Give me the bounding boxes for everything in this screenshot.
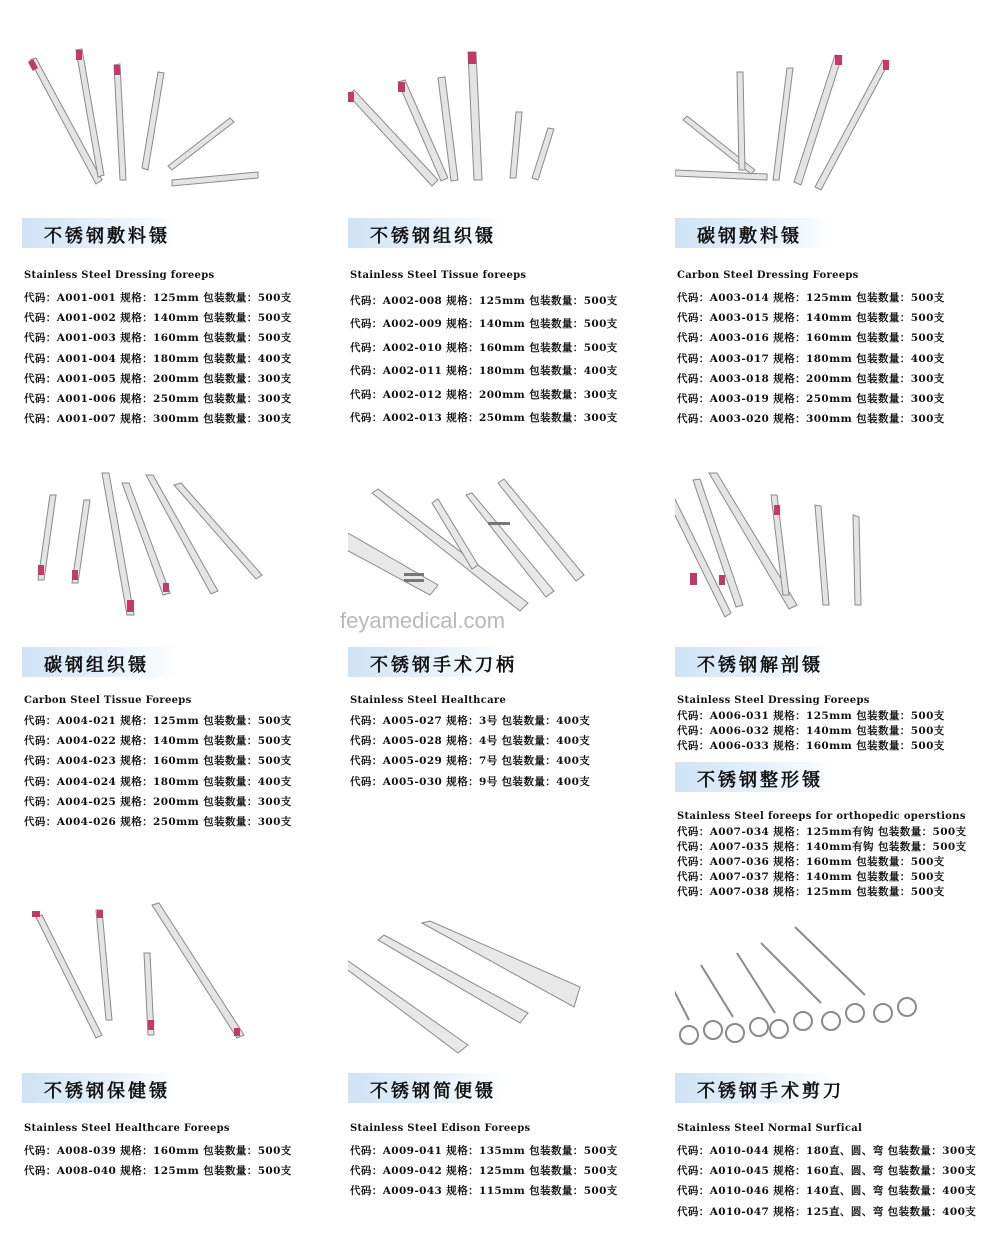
product-title: 碳钢组织镊 [44,655,149,676]
edison-forceps-image [348,895,668,1060]
spec-row: 代码：A009-043 规格：115mm 包装数量：500支 [350,1185,618,1198]
spec-list [24,288,292,429]
spec-list [350,711,590,792]
spec-row: 代码：A002-010 规格：160mm 包装数量：500支 [350,341,618,354]
product-title: 不锈钢手术剪刀 [697,1081,844,1102]
product-section-a001 [22,40,342,440]
dressing-forceps-image [22,40,342,200]
product-title-banner [675,218,835,248]
product-section-a010 [675,895,995,1218]
carbon-tissue-forceps-image [22,465,342,625]
spec-row: 代码：A006-032 规格：140mm 包装数量：500支 [677,725,945,737]
product-section-a005 [340,465,668,845]
tissue-forceps-image [348,40,668,200]
spec-list [677,825,967,900]
product-title-banner [675,762,835,792]
spec-row: 代码：A007-037 规格：140mm 包装数量：500支 [677,871,945,883]
product-section-a002 [348,40,668,440]
product-subtitle: Carbon Steel Tissue Foreeps [24,695,192,706]
product-title-banner [22,218,182,248]
spec-row: 代码：A004-023 规格：160mm 包装数量：500支 [24,755,292,768]
product-title: 不锈钢解剖镊 [697,655,823,676]
spec-row: 代码：A003-017 规格：180mm 包装数量：400支 [677,352,945,365]
spec-row: 代码：A008-040 规格：125mm 包装数量：500支 [24,1165,292,1178]
spec-list [24,1141,292,1181]
spec-list [350,1141,618,1202]
spec-row: 代码：A004-024 规格：180mm 包装数量：400支 [24,775,292,788]
product-title-banner [348,1073,508,1103]
spec-row: 代码：A005-027 规格：3号 包装数量：400支 [350,715,591,727]
spec-row: 代码：A001-006 规格：250mm 包装数量：300支 [24,393,292,406]
spec-row: 代码：A005-030 规格：9号 包装数量：400支 [350,775,591,788]
product-title: 不锈钢保健镊 [44,1081,170,1102]
spec-row: 代码：A007-036 规格：160mm 包装数量：500支 [677,856,945,868]
spec-list [24,711,292,832]
healthcare-forceps-image [22,895,342,1060]
spec-row: 代码：A004-025 规格：200mm 包装数量：300支 [24,795,292,808]
spec-row: 代码：A003-015 规格：140mm 包装数量：500支 [677,312,945,325]
product-subtitle: Stainless Steel Tissue foreeps [350,270,527,281]
spec-row: 代码：A008-039 规格：160mm 包装数量：500支 [24,1145,292,1157]
product-subtitle: Stainless Steel foreeps for orthopedic operstions [677,811,966,822]
spec-row: 代码：A010-044 规格：180直、圆、弯 包装数量：300支 [677,1145,977,1157]
product-title: 不锈钢组织镊 [370,226,496,247]
spec-row: 代码：A009-041 规格：135mm 包装数量：500支 [350,1145,618,1157]
spec-list [350,290,618,430]
spec-list [677,709,945,754]
spec-row: 代码：A001-004 规格：180mm 包装数量：400支 [24,352,292,365]
product-subtitle: Carbon Steel Dressing Foreeps [677,270,859,281]
product-subtitle: Stainless Steel Normal Surfical [677,1123,863,1134]
spec-row: 代码：A002-011 规格：180mm 包装数量：400支 [350,365,618,378]
spec-row: 代码：A007-035 规格：140mm有钩 包装数量：500支 [677,841,967,853]
product-title: 不锈钢敷料镊 [44,226,170,247]
product-title-banner [348,218,508,248]
spec-row: 代码：A006-033 规格：160mm 包装数量：500支 [677,740,945,752]
spec-row: 代码：A003-020 规格：300mm 包装数量：300支 [677,413,945,426]
product-subtitle: Stainless Steel Dressing foreeps [24,270,215,281]
spec-row: 代码：A002-008 规格：125mm 包装数量：500支 [350,295,618,307]
surgical-scissors-image [675,895,995,1060]
product-subtitle: Stainless Steel Edison Foreeps [350,1123,531,1134]
spec-row: 代码：A005-028 规格：4号 包装数量：400支 [350,735,591,748]
product-section-a009 [348,895,668,1198]
product-subtitle: Stainless Steel Healthcare [350,695,507,706]
spec-row: 代码：A004-022 规格：140mm 包装数量：500支 [24,735,292,748]
product-title-banner [22,1073,182,1103]
scalpel-handle-image [348,465,668,625]
carbon-dressing-forceps-image [675,40,995,200]
spec-row: 代码：A010-047 规格：125直、圆、弯 包装数量：400支 [677,1205,977,1218]
product-title-banner [22,647,182,677]
spec-row: 代码：A001-003 规格：160mm 包装数量：500支 [24,332,292,345]
watermark-text: feyamedical.com [340,608,506,633]
product-title-banner [675,647,835,677]
spec-row: 代码：A004-026 规格：250mm 包装数量：300支 [24,816,292,829]
product-title: 不锈钢简便镊 [370,1081,496,1102]
product-title: 碳钢敷料镊 [697,226,802,247]
spec-row: 代码：A001-001 规格：125mm 包装数量：500支 [24,292,292,304]
spec-row: 代码：A002-009 规格：140mm 包装数量：500支 [350,318,618,331]
spec-row: 代码：A006-031 规格：125mm 包装数量：500支 [677,710,945,722]
product-subtitle: Stainless Steel Healthcare Foreeps [24,1123,230,1134]
product-section-a003 [675,40,995,440]
product-title: 不锈钢整形镊 [697,770,823,791]
spec-row: 代码：A010-045 规格：160直、圆、弯 包装数量：300支 [677,1165,977,1178]
spec-row: 代码：A001-002 规格：140mm 包装数量：500支 [24,312,292,325]
product-section-a006 [675,465,995,905]
spec-row: 代码：A003-016 规格：160mm 包装数量：500支 [677,332,945,345]
spec-row: 代码：A007-034 规格：125mm有钩 包装数量：500支 [677,826,967,838]
dissecting-forceps-image [675,465,995,625]
spec-row: 代码：A001-005 规格：200mm 包装数量：300支 [24,372,292,385]
spec-row: 代码：A007-038 规格：125mm 包装数量：500支 [677,886,945,898]
spec-row: 代码：A005-029 规格：7号 包装数量：400支 [350,755,591,768]
product-title: 不锈钢手术刀柄 [370,655,517,676]
product-title-banner [675,1073,844,1103]
spec-row: 代码：A003-018 规格：200mm 包装数量：300支 [677,372,945,385]
spec-list [677,288,945,429]
spec-row: 代码：A003-019 规格：250mm 包装数量：300支 [677,393,945,406]
product-section-a004 [22,465,342,845]
spec-row: 代码：A010-046 规格：140直、圆、弯 包装数量：400支 [677,1185,977,1198]
product-section-a008 [22,895,342,1195]
spec-row: 代码：A003-014 规格：125mm 包装数量：500支 [677,292,945,304]
spec-row: 代码：A002-012 规格：200mm 包装数量：300支 [350,388,618,401]
product-subtitle: Stainless Steel Dressing Foreeps [677,695,870,706]
product-title-banner [348,647,517,677]
spec-list [677,1141,976,1222]
spec-row: 代码：A004-021 规格：125mm 包装数量：500支 [24,715,292,727]
spec-row: 代码：A009-042 规格：125mm 包装数量：500支 [350,1165,618,1178]
spec-row: 代码：A002-013 规格：250mm 包装数量：300支 [350,412,618,425]
spec-row: 代码：A001-007 规格：300mm 包装数量：300支 [24,413,292,426]
